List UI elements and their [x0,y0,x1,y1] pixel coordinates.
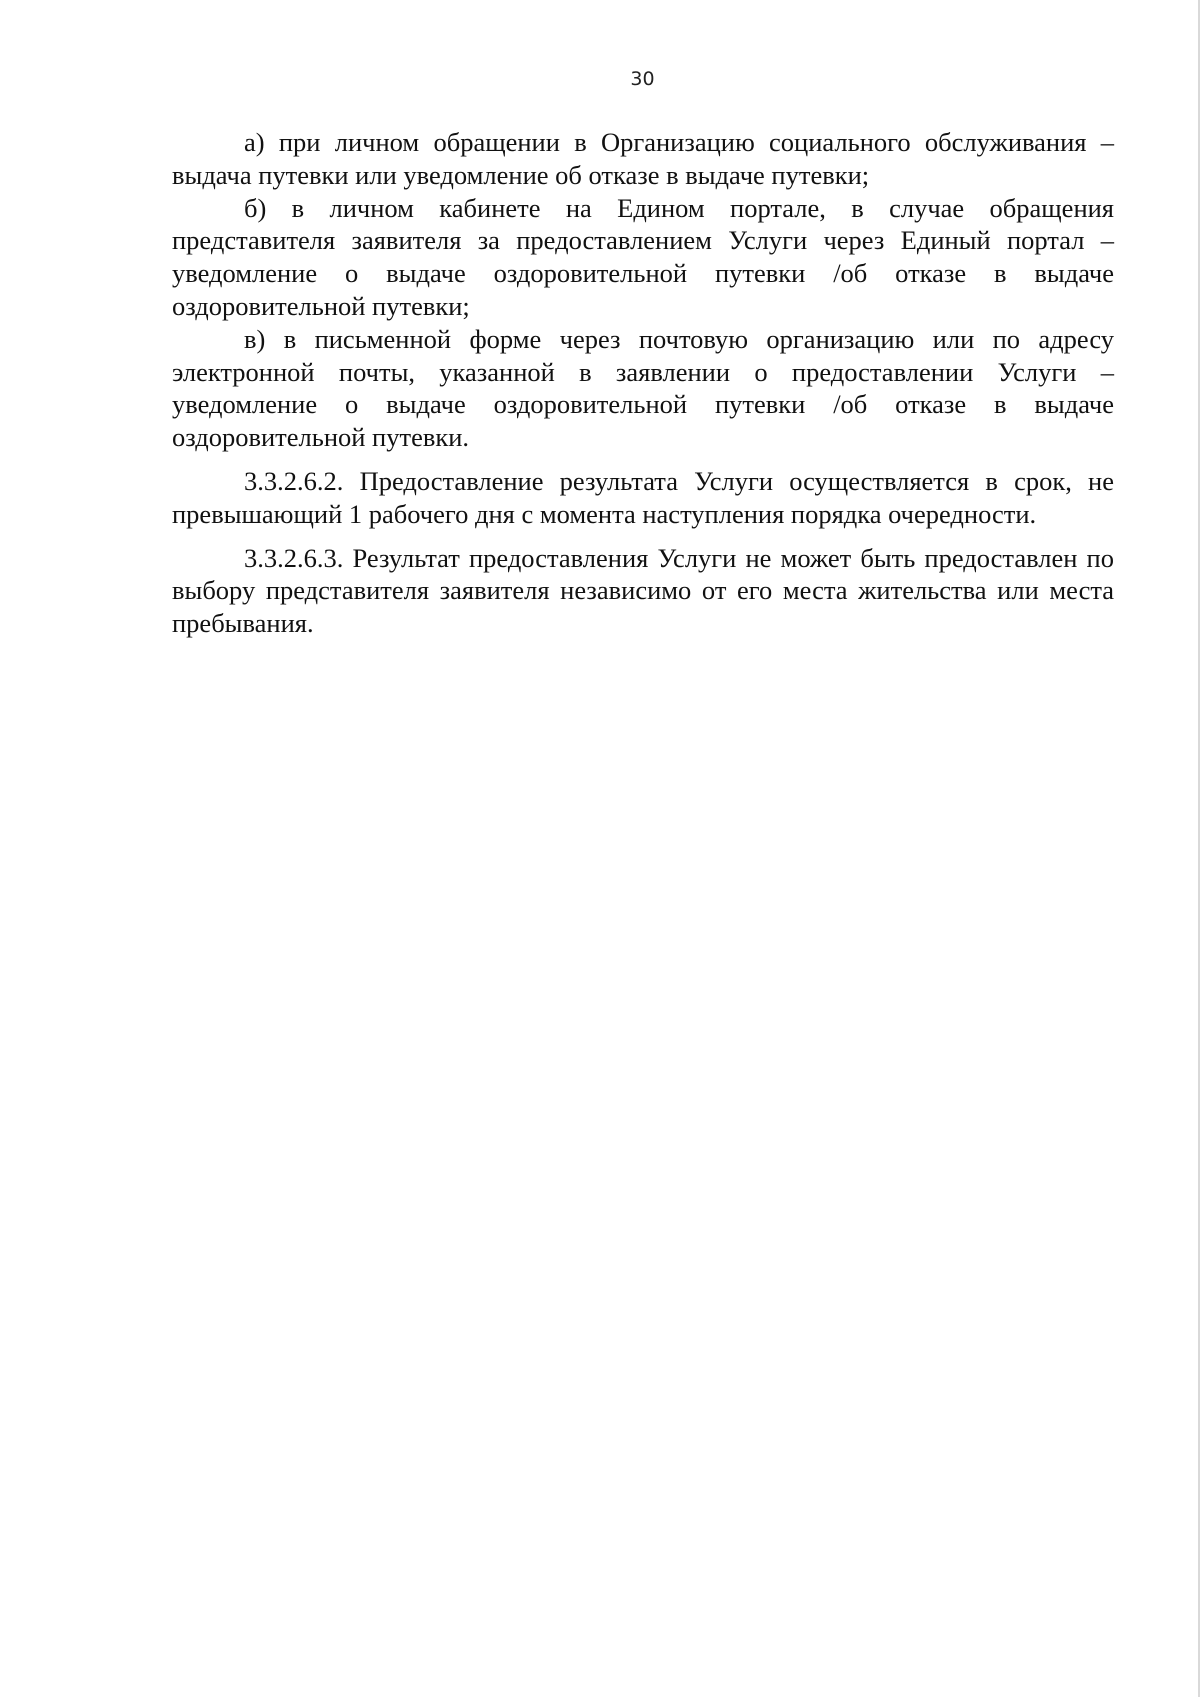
paragraph-item-a: а) при личном обращении в Организацию социального обслуживания – выдача путевки или уведомление об отказе в выдаче путевки; [172,127,1114,190]
paragraph-item-b: б) в личном кабинете на Едином портале, в случае обращения представителя заявителя за предоставлением Услуги через Единый портал – уведомление о выдаче оздоровительной путевки /об отказе в выдаче оздоровительной путевки; [172,192,1114,321]
document-body [172,126,1114,640]
page-number: 30 [630,68,655,90]
paragraph-item-v: в) в письменной форме через почтовую организацию или по адресу электронной почты, указанной в заявлении о предоставлении Услуги – уведомление о выдаче оздоровительной путевки /об отказе в выдаче оздоровительной путевки. [172,323,1114,453]
paragraph-3-3-2-6-3: 3.3.2.6.3. Результат предоставления Услуги не может быть предоставлен по выбору представителя заявителя независимо от его места жительства или места пребывания. [172,542,1114,639]
paragraph-3-3-2-6-2: 3.3.2.6.2. Предоставление результата Услуги осуществляется в срок, не превышающий 1 рабочего дня с момента наступления порядка очередности. [172,465,1114,529]
